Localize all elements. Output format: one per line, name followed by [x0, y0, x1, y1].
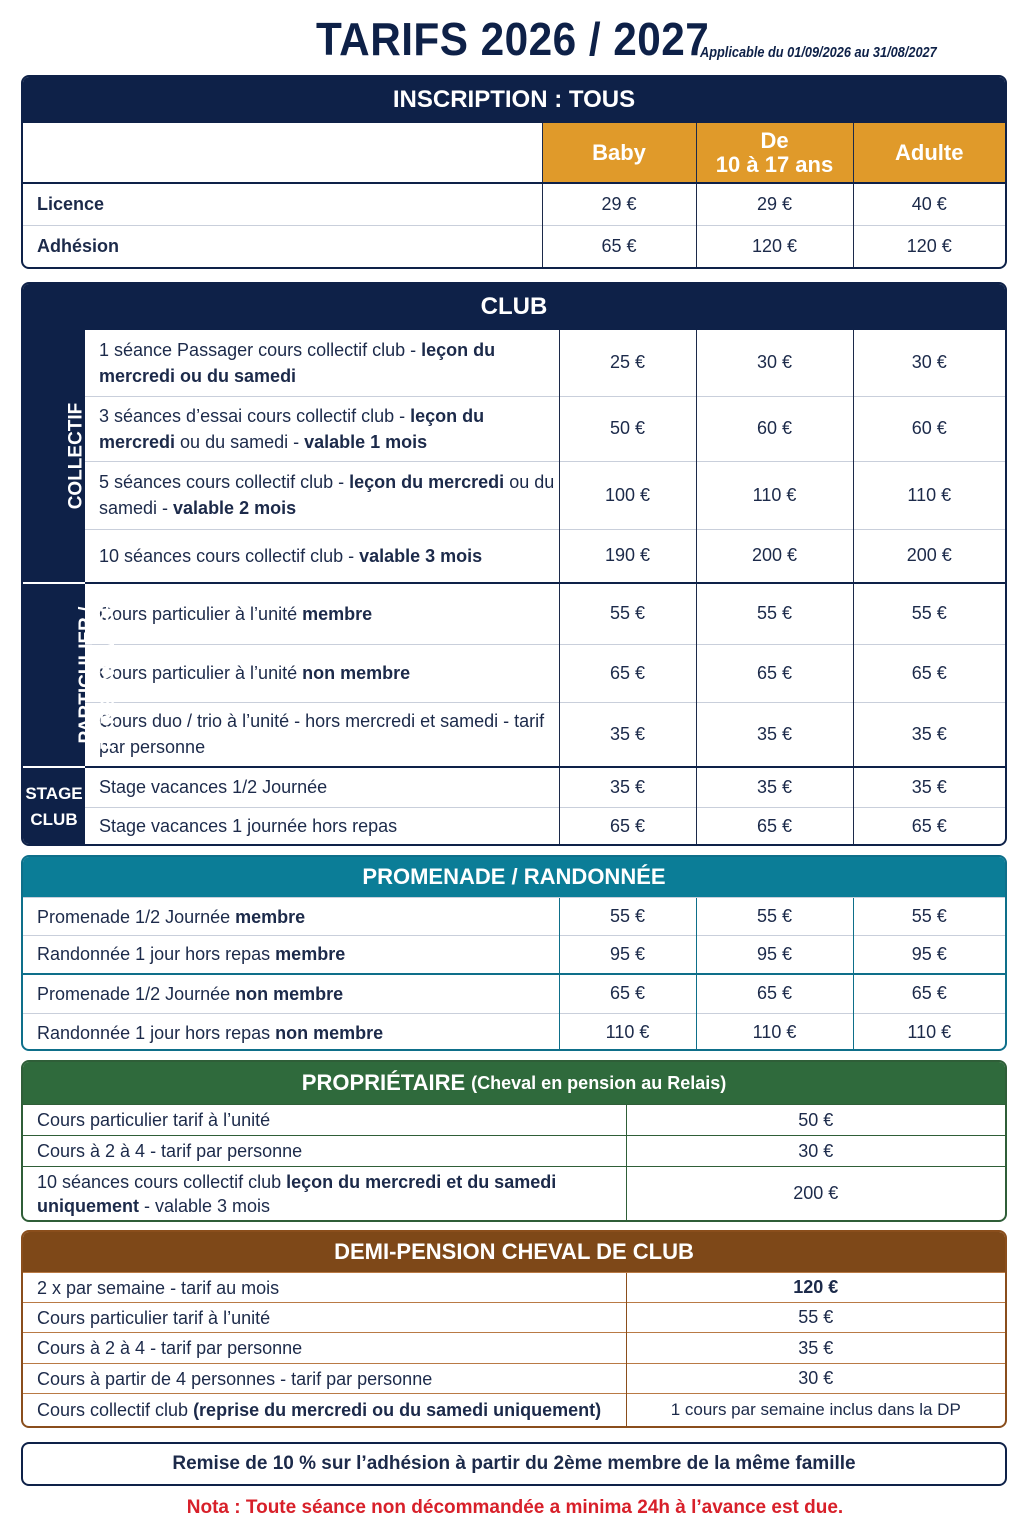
page-header	[0, 8, 1030, 70]
row-label: Promenade 1/2 Journée membre	[23, 898, 559, 936]
price-cell: 30 €	[626, 1136, 1005, 1167]
price-cell: 65 €	[559, 807, 696, 845]
inscription-section	[21, 75, 1007, 269]
row-label: 1 séance Passager cours collectif club - leçon du mercredi ou du samedi	[99, 339, 496, 386]
price-cell: 55 €	[853, 583, 1005, 644]
row-label: 10 séances cours collectif club - valable 3 mois	[85, 529, 559, 583]
price-cell: 55 €	[853, 898, 1005, 936]
table-row	[23, 1364, 1005, 1394]
price-cell: 40 €	[853, 183, 1005, 225]
row-label: 10 séances cours collectif club leçon du mercredi et du samedi uniquement - valable 3 mois	[23, 1167, 626, 1221]
price-cell: 200 €	[626, 1167, 1005, 1221]
proprietaire-title: PROPRIÉTAIRE (Cheval en pension au Relais)	[23, 1062, 1005, 1104]
cancellation-note: Nota : Toute séance non décommandée a minima 24h à l’avance est due.	[186, 1497, 844, 1518]
price-cell: 60 €	[696, 396, 853, 461]
price-cell: 95 €	[559, 936, 696, 974]
group-collectif: COLLECTIF	[23, 330, 85, 583]
price-cell: 65 €	[853, 807, 1005, 845]
col-adulte: Adulte	[853, 123, 1005, 183]
price-cell: 30 €	[853, 330, 1005, 396]
price-cell: 65 €	[542, 225, 696, 267]
row-label: Cours particulier tarif à l’unité	[23, 1303, 626, 1333]
price-cell: 120 €	[853, 225, 1005, 267]
table-row	[23, 396, 1005, 461]
table-row	[23, 936, 1005, 974]
price-cell: 35 €	[853, 702, 1005, 767]
price-cell: 35 €	[853, 767, 1005, 807]
price-cell: 35 €	[559, 767, 696, 807]
price-cell: 60 €	[853, 396, 1005, 461]
row-label: 2 x par semaine - tarif au mois	[23, 1273, 626, 1303]
price-cell: 55 €	[696, 898, 853, 936]
table-row	[23, 461, 1005, 529]
row-label: Cours particulier tarif à l’unité	[23, 1105, 626, 1136]
inscription-title: INSCRIPTION : TOUS	[23, 77, 1005, 123]
club-title: CLUB	[23, 284, 1005, 330]
price-cell: 95 €	[696, 936, 853, 974]
price-cell: 35 €	[696, 702, 853, 767]
price-cell: 120 €	[696, 225, 853, 267]
table-row	[23, 767, 1005, 807]
demi-pension-title: DEMI-PENSION CHEVAL DE CLUB	[23, 1232, 1005, 1272]
col-baby: Baby	[542, 123, 696, 183]
table-row	[23, 1333, 1005, 1364]
table-row	[23, 330, 1005, 396]
price-cell: 55 €	[696, 583, 853, 644]
proprietaire-table	[23, 1104, 1005, 1221]
price-cell: 55 €	[559, 898, 696, 936]
table-row	[23, 1014, 1005, 1052]
group-stage-club: STAGE CLUB	[23, 767, 85, 845]
price-cell: 200 €	[853, 529, 1005, 583]
row-label: Cours collectif club (reprise du mercredi ou du samedi uniquement)	[23, 1394, 626, 1427]
price-cell: 110 €	[853, 1014, 1005, 1052]
price-cell: 65 €	[853, 644, 1005, 702]
row-label: Cours à 2 à 4 - tarif par personne	[23, 1333, 626, 1364]
table-row	[23, 807, 1005, 845]
row-label: Randonnée 1 jour hors repas membre	[23, 936, 559, 974]
table-row	[23, 1105, 1005, 1136]
price-cell: 120 €	[626, 1273, 1005, 1303]
table-row	[23, 225, 1005, 267]
price-cell: 29 €	[696, 183, 853, 225]
price-cell: 65 €	[696, 974, 853, 1014]
inscription-table	[23, 123, 1005, 267]
table-row	[23, 1303, 1005, 1333]
row-label: Randonnée 1 jour hors repas non membre	[23, 1014, 559, 1052]
row-label: Stage vacances 1/2 Journée	[85, 767, 559, 807]
demi-pension-table	[23, 1272, 1005, 1427]
price-cell: 35 €	[559, 702, 696, 767]
price-cell: 65 €	[696, 807, 853, 845]
row-label: Stage vacances 1 journée hors repas	[85, 807, 559, 845]
table-row	[23, 644, 1005, 702]
table-row	[23, 583, 1005, 644]
table-row	[23, 974, 1005, 1014]
price-cell: 110 €	[696, 1014, 853, 1052]
price-cell: 50 €	[626, 1105, 1005, 1136]
promenade-table	[23, 897, 1005, 1051]
table-row	[23, 898, 1005, 936]
price-cell: 100 €	[559, 461, 696, 529]
price-cell: 95 €	[853, 936, 1005, 974]
promenade-section	[21, 855, 1007, 1051]
price-cell: 65 €	[696, 644, 853, 702]
row-label: Cours duo / trio à l’unité - hors mercredi et samedi - tarif par personne	[85, 702, 559, 767]
table-row	[23, 183, 1005, 225]
promenade-title: PROMENADE / RANDONNÉE	[23, 857, 1005, 897]
price-cell: 29 €	[542, 183, 696, 225]
price-cell: 35 €	[696, 767, 853, 807]
price-cell: 65 €	[853, 974, 1005, 1014]
price-cell: 30 €	[626, 1364, 1005, 1394]
row-label: Cours particulier à l’unité non membre	[85, 644, 559, 702]
table-row	[23, 702, 1005, 767]
proprietaire-section	[21, 1060, 1007, 1222]
price-cell: 200 €	[696, 529, 853, 583]
group-particulier: PARTICULIER / PERSONNALISÉ	[23, 583, 85, 767]
table-row	[23, 1167, 1005, 1221]
demi-pension-section	[21, 1230, 1007, 1428]
col-10-17: De 10 à 17 ans	[696, 123, 853, 183]
validity-period: Applicable du 01/09/2026 au 31/08/2027	[700, 44, 937, 61]
row-label: Cours à 2 à 4 - tarif par personne	[23, 1136, 626, 1167]
price-cell: 1 cours par semaine inclus dans la DP	[626, 1394, 1005, 1427]
row-label: 3 séances d’essai cours collectif club - leçon du mercredi ou du samedi - valable 1 mois	[85, 396, 559, 461]
price-cell: 55 €	[626, 1303, 1005, 1333]
table-row	[23, 1136, 1005, 1167]
club-section	[21, 282, 1007, 846]
table-row	[23, 1273, 1005, 1303]
price-cell: 190 €	[559, 529, 696, 583]
price-cell: 110 €	[696, 461, 853, 529]
row-label: Promenade 1/2 Journée non membre	[23, 974, 559, 1014]
price-cell: 110 €	[853, 461, 1005, 529]
row-label: Cours à partir de 4 personnes - tarif par personne	[23, 1364, 626, 1394]
family-discount-note: Remise de 10 % sur l’adhésion à partir du 2ème membre de la même famille	[21, 1442, 1007, 1486]
page-title: TARIFS 2026 / 2027	[316, 13, 710, 65]
club-table	[23, 330, 1005, 845]
price-cell: 65 €	[559, 644, 696, 702]
row-label: Adhésion	[23, 225, 542, 267]
price-cell: 50 €	[559, 396, 696, 461]
price-cell: 35 €	[626, 1333, 1005, 1364]
price-cell: 55 €	[559, 583, 696, 644]
price-cell: 30 €	[696, 330, 853, 396]
row-label: 5 séances cours collectif club - leçon du mercredi ou du samedi - valable 2 mois	[85, 461, 559, 529]
row-label: Licence	[23, 183, 542, 225]
row-label: Cours particulier à l’unité membre	[85, 583, 559, 644]
table-row	[23, 1394, 1005, 1427]
price-cell: 65 €	[559, 974, 696, 1014]
table-row	[23, 529, 1005, 583]
inscription-header-row	[23, 123, 1005, 183]
price-cell: 25 €	[559, 330, 696, 396]
price-cell: 110 €	[559, 1014, 696, 1052]
